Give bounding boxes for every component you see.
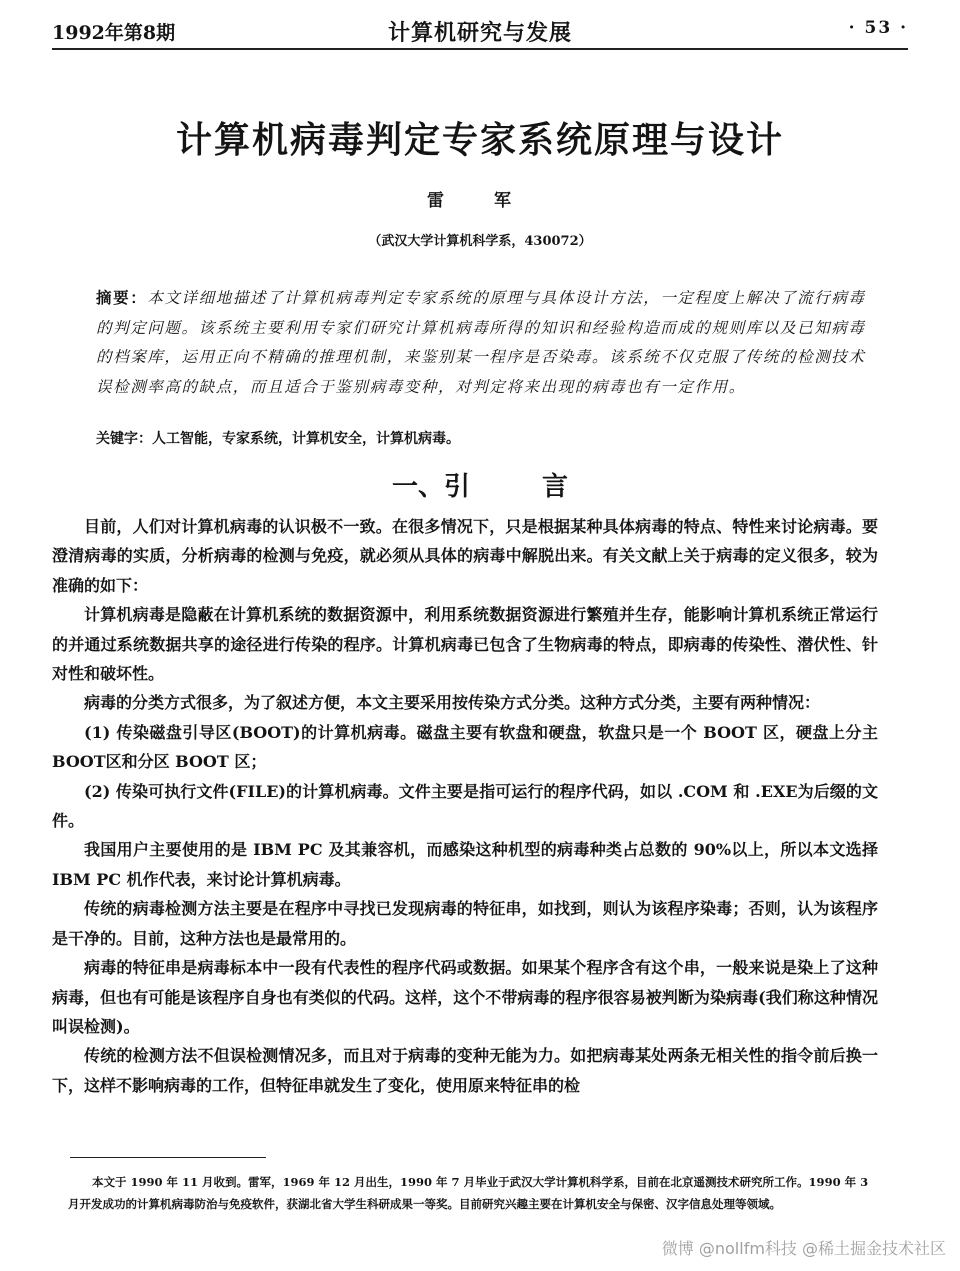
footnote: 本文于 1990 年 11 月收到。雷军，1969 年 12 月出生，1990 年 7 月毕业于武汉大学计算机科学系，目前在北京遥测技术研究所工作。1990 年 3 月开发成功的计算机病毒防治与免疫软件，获湖北省大学生科研成果一等奖。目前研究兴趣主要在计算机安全与保密、汉字信息处理等领域。 <box>68 1175 869 1211</box>
keywords-text: 人工智能，专家系统，计算机安全，计算机病毒。 <box>152 431 460 447</box>
paragraph: 病毒的分类方式很多，为了叙述方便，本文主要采用按传染方式分类。这种方式分类，主要有两种情况： <box>84 693 821 713</box>
keywords <box>96 426 870 452</box>
paragraph: 传统的病毒检测方法主要是在程序中寻找已发现病毒的特征串，如找到，则认为该程序染毒；否则，认为该程序是干净的。目前，这种方法也是最常用的。 <box>52 899 878 948</box>
issue-label: 1992年第8期 <box>52 22 176 44</box>
section-heading <box>0 466 960 503</box>
abstract-text: 本文详细地描述了计算机病毒判定专家系统的原理与具体设计方法，一定程度上解决了流行病毒的判定问题。该系统主要利用专家们研究计算机病毒所得的知识和经验构造而成的规则库以及已知病毒的档案库，运用正向不精确的推理机制，来鉴别某一程序是否染毒。该系统不仅克服了传统的检测技术误检测率高的缺点，而且适合于鉴别病毒变种，对判定将来出现的病毒也有一定作用。 <box>96 289 866 396</box>
paragraph: 传统的检测方法不但误检测情况多，而且对于病毒的变种无能为力。如把病毒某处两条无相关性的指令前后换一下，这样不影响病毒的工作，但特征串就发生了变化，使用原来特征串的检 <box>52 1046 878 1095</box>
abstract-label: 摘要： <box>96 289 148 307</box>
abstract <box>96 284 870 402</box>
watermark: 微博 @nollfm科技 @稀土掘金技术社区 <box>661 1239 946 1258</box>
paragraph: 目前，人们对计算机病毒的认识极不一致。在很多情况下，只是根据某种具体病毒的特点、特性来讨论病毒。要澄清病毒的实质，分析病毒的检测与免疫，就必须从具体的病毒中解脱出来。有关文献上关于病毒的定义很多，较为准确的如下： <box>52 517 878 595</box>
paragraph: 我国用户主要使用的是 IBM PC 及其兼容机，而感染这种机型的病毒种类占总数的 90%以上，所以本文选择 IBM PC 机作代表，来讨论计算机病毒。 <box>52 840 878 889</box>
running-header <box>52 14 908 50</box>
paragraph: (2) 传染可执行文件(FILE)的计算机病毒。文件主要是指可运行的程序代码，如以 .COM 和 .EXE为后缀的文件。 <box>52 781 878 831</box>
author-affiliation: （武汉大学计算机科学系，430072） <box>368 234 592 249</box>
footnote-divider <box>70 1157 266 1158</box>
article-title: 计算机病毒判定专家系统原理与设计 <box>175 120 784 161</box>
body-text <box>52 512 878 1100</box>
paragraph: (1) 传染磁盘引导区(BOOT)的计算机病毒。磁盘主要有软盘和硬盘，软盘只是一个 BOOT 区，硬盘上分主 BOOT区和分区 BOOT 区； <box>52 722 878 772</box>
paragraph: 计算机病毒是隐蔽在计算机系统的数据资源中，利用系统数据资源进行繁殖并生存，能影响计算机系统正常运行的并通过系统数据共享的途径进行传染的程序。计算机病毒已包含了生物病毒的特点，即病毒的传染性、潜伏性、针对性和破坏性。 <box>52 605 878 684</box>
keywords-label: 关键字： <box>96 431 152 447</box>
section-heading-start: 一、引 <box>391 472 470 502</box>
paragraph: 病毒的特征串是病毒标本中一段有代表性的程序代码或数据。如果某个程序含有这个串，一般来说是染上了这种病毒，但也有可能是该程序自身也有类似的代码。这样，这个不带病毒的程序很容易被判断为染病毒(我们称这种情况叫误检测)。 <box>52 958 878 1036</box>
section-heading-end: 言 <box>542 472 569 502</box>
journal-name: 计算机研究与发展 <box>387 20 572 46</box>
page-number: · 53 · <box>848 18 908 38</box>
author-name: 雷 军 <box>427 191 533 211</box>
